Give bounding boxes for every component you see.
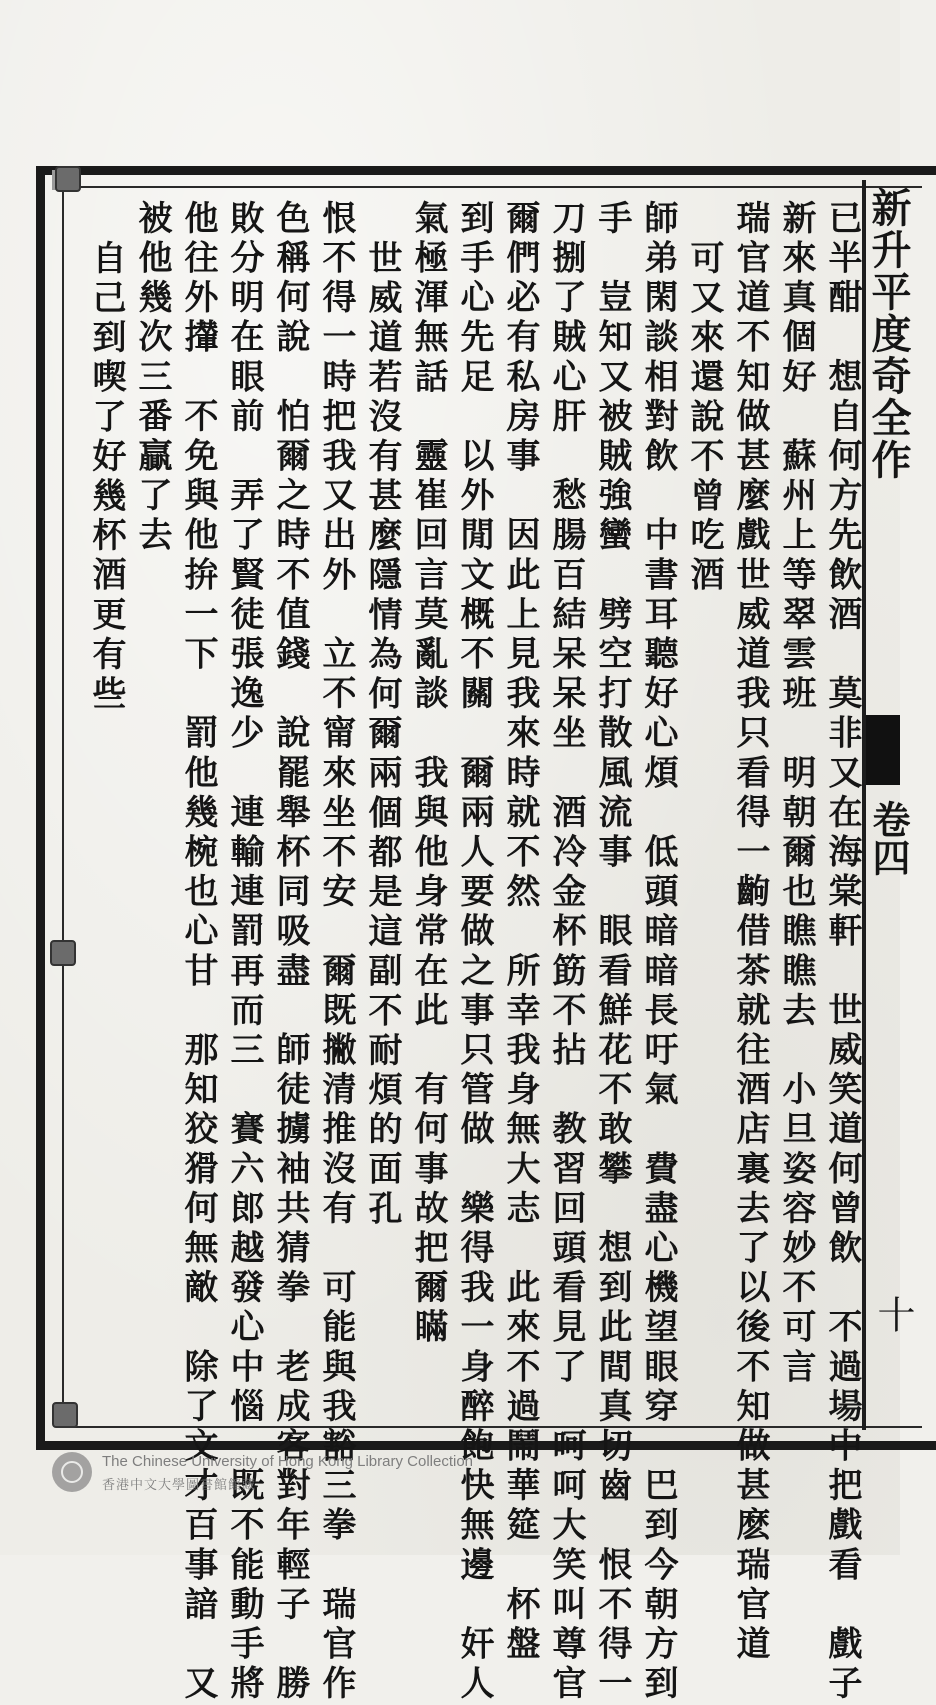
text-column: 氣極渾無話 靈崔回言莫亂談 我與他身常在此 有何事故把爾瞞: [408, 200, 448, 1349]
text-column: 自己到喫了好幾杯酒更有些: [86, 240, 126, 716]
page-number: 十: [871, 1295, 915, 1333]
text-column: 可又來還說不曾吃酒: [684, 240, 724, 597]
fore-edge-title: [865, 185, 915, 1425]
library-watermark: [52, 1452, 652, 1498]
text-column: 師弟閑談相對飲 中書耳聽好心煩 低頭暗暗長吁氣 費盡心機望眼穿 巴到今朝方到: [638, 200, 678, 1705]
text-column: 手 豈知又被賊強蠻 劈空打散風流事 眼看鮮花不敢攀 想到此間真切齒 恨不得一: [592, 200, 632, 1705]
text-column: 爾們必有私房事 因此上見我來時就不然 所幸我身無大志 此來不過鬧華筵 杯盤: [500, 200, 540, 1666]
text-column: 到手心先足 以外閒文概不關 爾兩人要做之事只管做 樂得我一身醉飽快無邊 奸人: [454, 200, 494, 1705]
binding-knot-top: [55, 166, 81, 192]
text-column: 色稱何說 怕爾之時不值錢 說罷舉杯同吸盡 師徒擄袖共猜拳 老成客對年輕子 勝: [270, 200, 310, 1705]
text-column: 刀捌了賊心肝 愁腸百結呆呆坐 酒冷金杯筯不拈 教習回頭看見了 呵呵大笑叫尊官: [546, 200, 586, 1705]
watermark-english: The Chinese University of Hong Kong Library Collection: [102, 1453, 474, 1470]
text-column: 已半酣 想自何方先飲酒 莫非又在海棠軒 世威笑道何曾飲 不過場中把戲看 戲子: [822, 200, 862, 1705]
running-title: 新升平度奇全作: [865, 187, 912, 481]
text-column: 瑞官道不知做甚麼戲世威道我只看得一齣借茶就往酒店裏去了以後不知做甚麽瑞官道: [730, 200, 770, 1666]
text-column: 世威道若沒有甚麼隱情為何爾兩個都是這副不耐煩的面孔: [362, 240, 402, 1230]
watermark-chinese: 香港中文大學圖書館館藏: [102, 1478, 257, 1493]
text-column: 敗分明在眼前 弄了賢徒張逸少 連輸連罰再而三 賽六郎越發心中惱 既不能動手將: [224, 200, 264, 1705]
text-column: 他往外攆 不免與他拚一下 罰他幾椀也心甘 那知狡猾何無敵 除了文才百事諳 又: [178, 200, 218, 1705]
text-column: 新來真個好 蘇州上等翠雲班 明朝爾也瞧瞧去 小旦姿容妙不可言: [776, 200, 816, 1388]
text-column: 恨不得一時把我又出外 立不甯來坐不安 爾既撇清推沒有 可能與我豁三拳 瑞官作: [316, 200, 356, 1705]
juan-label: 卷四: [866, 800, 911, 876]
fish-tail-mark: [866, 715, 900, 785]
text-column: 被他幾次三番贏了去: [132, 200, 172, 557]
library-logo-icon: [52, 1452, 92, 1492]
